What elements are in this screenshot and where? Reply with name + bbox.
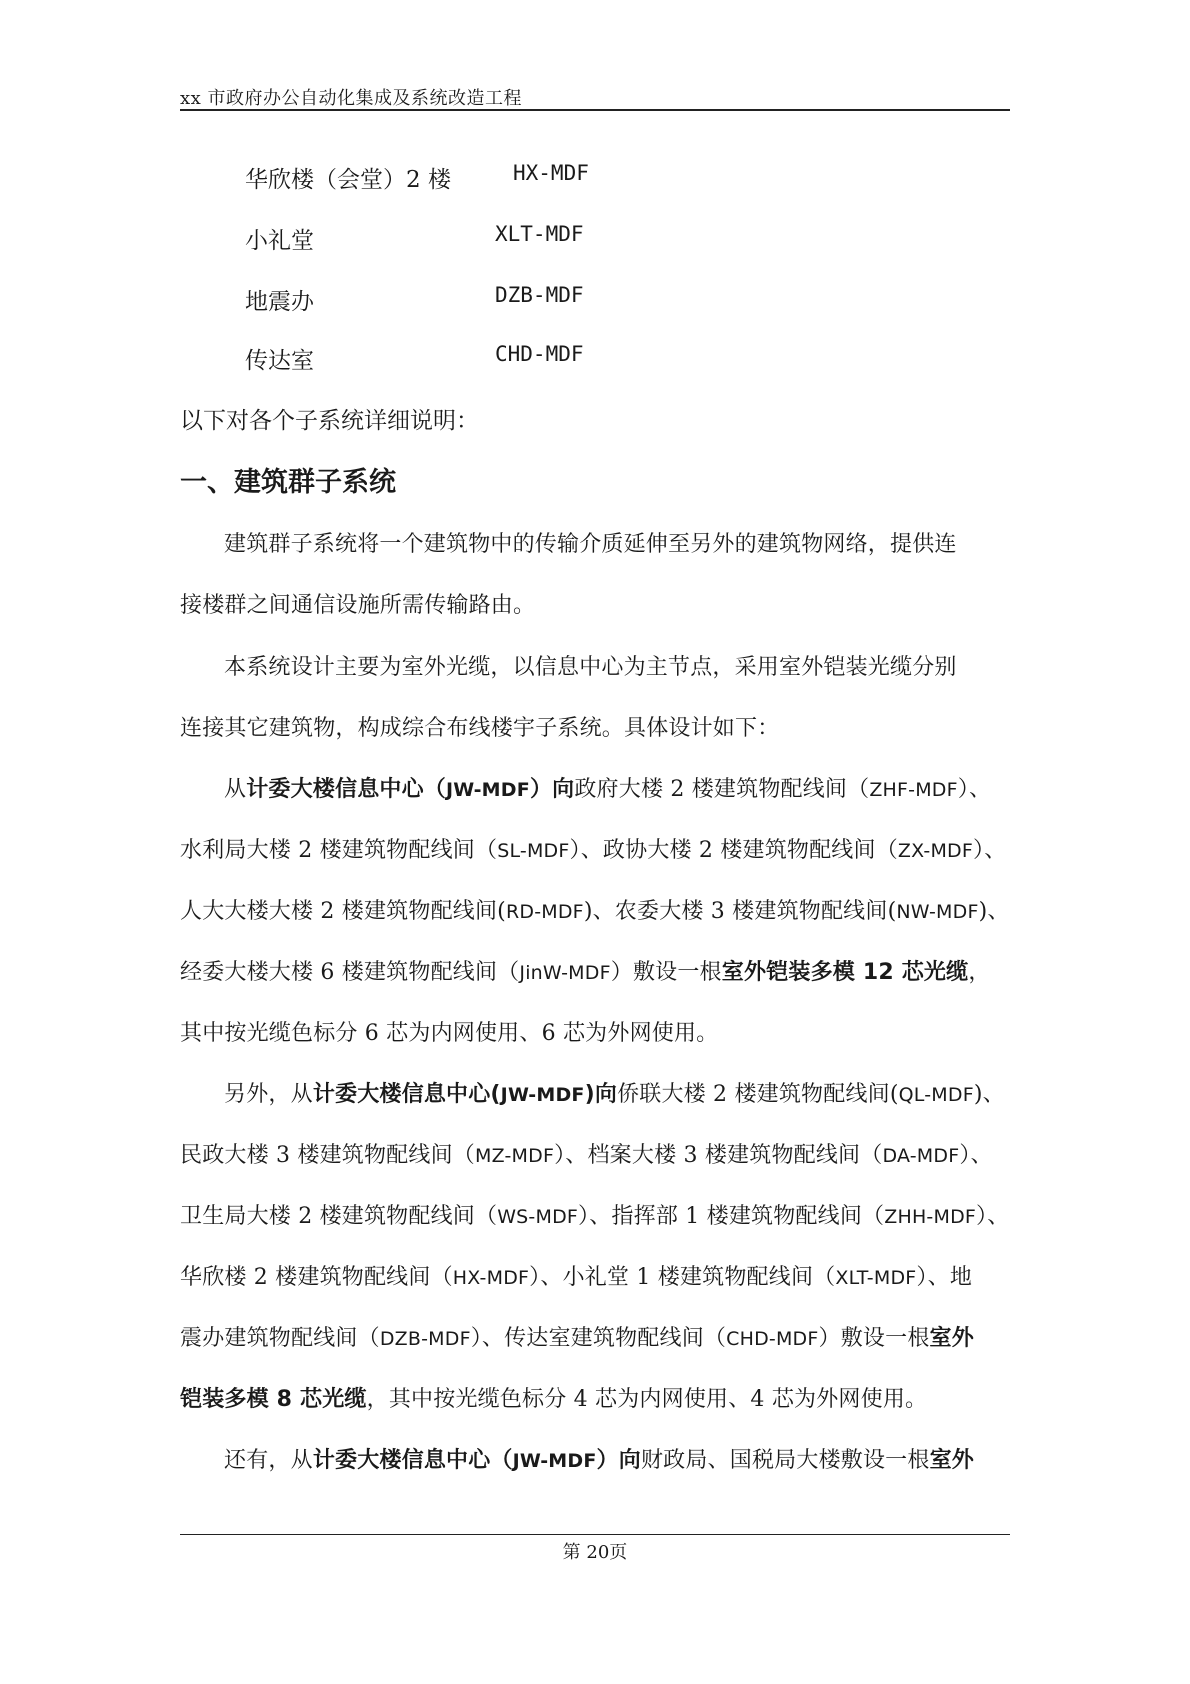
bold-text-run: 室外铠装多模 12 芯光缆 xyxy=(721,960,969,985)
text-run: ）、 xyxy=(959,1143,993,1168)
paragraph-line xyxy=(180,1321,974,1352)
code-run: CHD-MDF xyxy=(726,1328,819,1350)
text-run: 还有，从 xyxy=(224,1448,313,1473)
text-run: 从 xyxy=(224,777,247,802)
mapping-row xyxy=(245,161,589,194)
text-run: 经委大楼大楼 6 楼建筑物配线间（ xyxy=(180,960,520,985)
text-run: ）、档案大楼 3 楼建筑物配线间（ xyxy=(554,1143,883,1168)
code-run: QL-MDF xyxy=(898,1084,974,1106)
bold-code-run: JW-MDF xyxy=(446,779,530,801)
mapping-code: XLT-MDF xyxy=(495,222,584,246)
code-run: ZHF-MDF xyxy=(869,779,958,801)
code-run: HX-MDF xyxy=(452,1267,530,1289)
bold-text-run: 计委大楼信息中心（ xyxy=(246,777,447,802)
code-run: XLT-MDF xyxy=(835,1267,917,1289)
mapping-name: 小礼堂 xyxy=(245,228,314,254)
bold-text-run: 室外 xyxy=(929,1448,974,1473)
text-run: )、农委大楼 3 楼建筑物配线间( xyxy=(583,899,897,924)
text-run: 华欣楼 2 楼建筑物配线间（ xyxy=(180,1265,453,1290)
text-run: 侨联大楼 2 楼建筑物配线间( xyxy=(617,1082,899,1107)
paragraph-line: 本系统设计主要为室外光缆，以信息中心为主节点，采用室外铠装光缆分别 xyxy=(224,655,957,680)
code-run: DZB-MDF xyxy=(379,1328,471,1350)
running-header: xx 市政府办公自动化集成及系统改造工程 xyxy=(180,88,523,109)
paragraph-line xyxy=(180,1382,927,1413)
paragraph-line xyxy=(224,772,991,803)
footer-divider xyxy=(180,1534,1010,1535)
paragraph-line xyxy=(180,1260,972,1291)
text-run: ）敷设一根 xyxy=(818,1326,930,1351)
bold-code-run: JW-MDF xyxy=(500,1084,585,1106)
text-run: 政府大楼 2 楼建筑物配线间（ xyxy=(574,777,870,802)
paragraph-line xyxy=(180,955,991,986)
code-run: ZX-MDF xyxy=(897,840,974,862)
code-run: ZHH-MDF xyxy=(884,1206,977,1228)
mapping-code: DZB-MDF xyxy=(495,283,584,307)
code-run: MZ-MDF xyxy=(474,1145,555,1167)
mapping-code: CHD-MDF xyxy=(495,342,584,366)
text-run: 人大大楼大楼 2 楼建筑物配线间( xyxy=(180,899,506,924)
text-run: 另外，从 xyxy=(224,1082,313,1107)
mapping-row xyxy=(245,283,584,316)
mapping-name: 地震办 xyxy=(245,289,314,315)
section-heading: 一、建筑群子系统 xyxy=(180,467,396,498)
bold-text-run: ）向 xyxy=(529,777,575,802)
text-run: 民政大楼 3 楼建筑物配线间（ xyxy=(180,1143,475,1168)
text-run: )、 xyxy=(973,1082,1005,1107)
text-run: ）、传达室建筑物配线间（ xyxy=(470,1326,727,1351)
text-run: 财政局、国税局大楼敷设一根 xyxy=(640,1448,930,1473)
paragraph-line: 建筑群子系统将一个建筑物中的传输介质延伸至另外的建筑物网络，提供连 xyxy=(224,532,957,557)
text-run: 卫生局大楼 2 楼建筑物配线间（ xyxy=(180,1204,498,1229)
mapping-code: HX-MDF xyxy=(513,161,589,185)
paragraph-line: 其中按光缆色标分 6 芯为内网使用、6 芯为外网使用。 xyxy=(180,1021,719,1046)
text-run: ， xyxy=(968,960,991,985)
mapping-name: 传达室 xyxy=(245,348,314,374)
bold-text-run: 铠装多模 8 芯光缆 xyxy=(180,1387,367,1412)
bold-text-run: 室外 xyxy=(929,1326,974,1351)
paragraph-line: 连接其它建筑物，构成综合布线楼宇子系统。具体设计如下： xyxy=(180,716,780,741)
text-run: ，其中按光缆色标分 4 芯为内网使用、4 芯为外网使用。 xyxy=(366,1387,928,1412)
text-run: ）、 xyxy=(957,777,992,802)
intro-text: 以下对各个子系统详细说明： xyxy=(180,408,479,434)
code-run: NW-MDF xyxy=(896,901,979,923)
code-run: RD-MDF xyxy=(505,901,584,923)
paragraph-line xyxy=(180,833,1006,864)
code-run: SL-MDF xyxy=(497,840,570,862)
code-run: JinW-MDF xyxy=(519,962,611,984)
text-run: 震办建筑物配线间（ xyxy=(180,1326,380,1351)
bold-code-run: JW-MDF xyxy=(512,1450,597,1472)
text-run: )、 xyxy=(978,899,1010,924)
text-run: ）、政协大楼 2 楼建筑物配线间（ xyxy=(569,838,898,863)
bold-text-run: 计委大楼信息中心（ xyxy=(312,1448,513,1473)
code-run: DA-MDF xyxy=(882,1145,960,1167)
bold-text-run: 计委大楼信息中心( xyxy=(312,1082,501,1107)
paragraph-line xyxy=(180,1199,1009,1230)
paragraph-line xyxy=(224,1077,1005,1108)
paragraph-line xyxy=(180,894,1010,925)
text-run: ）、小礼堂 1 楼建筑物配线间（ xyxy=(529,1265,836,1290)
header-divider xyxy=(180,109,1010,111)
bold-text-run: )向 xyxy=(584,1082,618,1107)
page-number: 第 20页 xyxy=(562,1542,628,1563)
paragraph-line xyxy=(180,1138,993,1169)
text-run: ）、指挥部 1 楼建筑物配线间（ xyxy=(578,1204,885,1229)
paragraph-line: 接楼群之间通信设施所需传输路由。 xyxy=(180,593,536,618)
mapping-row xyxy=(245,342,584,375)
paragraph-line xyxy=(224,1443,974,1474)
code-run: WS-MDF xyxy=(497,1206,579,1228)
bold-text-run: ）向 xyxy=(596,1448,641,1473)
text-run: ）、 xyxy=(976,1204,1010,1229)
text-run: ）、地 xyxy=(916,1265,973,1290)
mapping-name: 华欣楼（会堂）2 楼 xyxy=(245,167,451,193)
mapping-row xyxy=(245,222,584,255)
text-run: 水利局大楼 2 楼建筑物配线间（ xyxy=(180,838,498,863)
text-run: ）、 xyxy=(973,838,1007,863)
text-run: ）敷设一根 xyxy=(610,960,722,985)
